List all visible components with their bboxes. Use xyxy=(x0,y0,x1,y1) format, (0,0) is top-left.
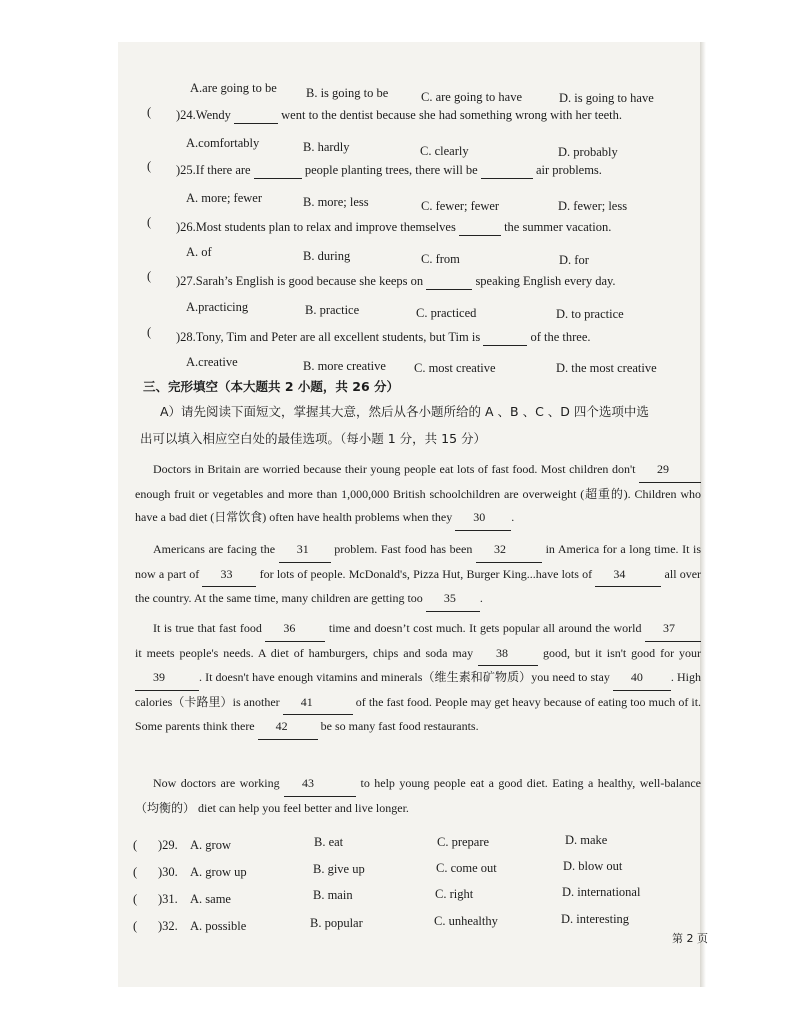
blank-37[interactable]: 37 xyxy=(645,617,701,642)
option-b: B. hardly xyxy=(303,140,350,154)
option-b: B. practice xyxy=(305,303,360,317)
blank-29[interactable]: 29 xyxy=(639,458,701,483)
question-text: )28.Tony, Tim and Peter are all excellent students, but Tim is xyxy=(176,330,481,344)
passage-paragraph-2: Americans are facing the 31 problem. Fast food has been 32 in America for a long time. It is now a part of 33 for lots of people. McDonald's, Pizza Hut, Burger King...have lots of 34 all over the country. At the same time, many children are getting too 35 . xyxy=(135,538,701,612)
question-number: )32. xyxy=(158,919,178,933)
option-d: D. for xyxy=(559,253,589,267)
option-a: A.are going to be xyxy=(190,81,277,95)
question-text-mid: people planting trees, there will be xyxy=(304,163,478,177)
option-d: D. make xyxy=(565,833,608,847)
option-b: B. is going to be xyxy=(306,86,389,100)
answer-blank[interactable] xyxy=(234,107,278,124)
option-b: B. more creative xyxy=(303,359,386,373)
option-c: C. practiced xyxy=(416,306,477,320)
option-a: A.practicing xyxy=(186,300,249,314)
answer-blank-1[interactable] xyxy=(254,162,302,179)
option-d: D. fewer; less xyxy=(558,199,628,213)
blank-31[interactable]: 31 xyxy=(279,538,331,563)
option-d: D. blow out xyxy=(563,859,623,873)
answer-paren: ( xyxy=(133,919,138,933)
option-b: B. eat xyxy=(314,835,344,849)
question-text-end: air problems. xyxy=(535,163,602,177)
answer-paren: ( xyxy=(133,865,138,879)
blank-35[interactable]: 35 xyxy=(426,587,480,612)
page-number: 第 2 页 xyxy=(672,932,708,945)
answer-blank[interactable] xyxy=(483,329,527,346)
passage-paragraph-3: It is true that fast food 36 time and doesn’t cost much. It gets popular all around the world 37 it meets people's needs. A diet of hamburgers, chips and soda may 38 good, but it isn't good for your 39 . It doesn't have enough vitamins and minerals（维生素和矿物质）you need to stay 40 . High calories（卡路里）is another 41 of the fast food. People may get heavy because of eating too much of it. Some parents think there 42 be so many fast food restaurants. xyxy=(135,617,701,740)
question-number: )29. xyxy=(158,838,178,852)
section-instructions-2: 出可以填入相应空白处的最佳选项。（每小题 1 分，共 15 分） xyxy=(140,431,487,446)
section-instructions-1: A）请先阅读下面短文，掌握其大意，然后从各小题所给的 A 、B 、C 、D 四个选项中选 xyxy=(160,404,649,419)
option-a: A. possible xyxy=(190,919,247,933)
option-c: C. right xyxy=(435,887,474,901)
question-number: )31. xyxy=(158,892,178,906)
blank-39[interactable]: 39 xyxy=(135,666,199,691)
blank-34[interactable]: 34 xyxy=(595,563,661,588)
option-d: D. probably xyxy=(558,145,618,159)
question-text-end: went to the dentist because she had something wrong with her teeth. xyxy=(281,108,623,122)
blank-40[interactable]: 40 xyxy=(613,666,671,691)
option-c: C. prepare xyxy=(437,835,490,849)
option-c: C. come out xyxy=(436,861,497,875)
question-text-end: the summer vacation. xyxy=(504,220,612,234)
section-title: 三、完形填空（本大题共 2 小题，共 26 分） xyxy=(143,379,400,394)
blank-41[interactable]: 41 xyxy=(283,691,353,716)
blank-43[interactable]: 43 xyxy=(284,772,356,797)
passage-paragraph-1: Doctors in Britain are worried because their young people eat lots of fast food. Most children don't 29 enough fruit or vegetables and more than 1,000,000 British schoolchildren are overweight (超重的). Children who have a bad diet (日常饮食) often have health problems when they 30 . xyxy=(135,458,701,531)
answer-paren: ( xyxy=(133,892,138,906)
option-d: D. international xyxy=(562,885,641,899)
blank-36[interactable]: 36 xyxy=(265,617,325,642)
answer-blank-2[interactable] xyxy=(481,162,533,179)
option-d: D. the most creative xyxy=(556,361,657,375)
option-b: B. main xyxy=(313,888,353,902)
question-text: )24.Wendy xyxy=(176,108,231,122)
question-text: )25.If there are xyxy=(176,163,251,177)
answer-paren: ( xyxy=(147,215,152,229)
option-c: C. unhealthy xyxy=(434,914,498,928)
option-c: C. clearly xyxy=(420,144,469,158)
answer-paren: ( xyxy=(147,269,152,283)
option-d: D. interesting xyxy=(561,912,630,926)
option-a: A.creative xyxy=(186,355,238,369)
option-b: B. during xyxy=(303,249,351,263)
option-a: A. same xyxy=(190,892,231,906)
question-text: )27.Sarah’s English is good because she keeps on xyxy=(176,274,424,288)
option-d: D. to practice xyxy=(556,307,624,321)
option-a: A. more; fewer xyxy=(186,191,263,205)
question-text-end: of the three. xyxy=(530,330,591,344)
option-c: C. most creative xyxy=(414,361,496,375)
option-a: A.comfortably xyxy=(186,136,260,150)
option-c: C. from xyxy=(421,252,460,266)
passage-paragraph-4: Now doctors are working 43 to help young people eat a good diet. Eating a healthy, well-balance（均衡的） diet can help you feel better and live longer. xyxy=(135,772,701,820)
blank-33[interactable]: 33 xyxy=(202,563,256,588)
option-b: B. more; less xyxy=(303,195,369,209)
option-a: A. grow up xyxy=(190,865,247,879)
option-b: B. give up xyxy=(313,862,365,876)
question-number: )30. xyxy=(158,865,178,879)
answer-paren: ( xyxy=(147,105,152,119)
option-d: D. is going to have xyxy=(559,91,654,105)
blank-42[interactable]: 42 xyxy=(258,715,318,740)
question-text: )26.Most students plan to relax and improve themselves xyxy=(176,220,456,234)
option-a: A. of xyxy=(186,245,212,259)
blank-38[interactable]: 38 xyxy=(478,642,538,667)
option-a: A. grow xyxy=(190,838,231,852)
answer-paren: ( xyxy=(147,159,152,173)
option-b: B. popular xyxy=(310,916,363,930)
answer-paren: ( xyxy=(147,325,152,339)
option-c: C. are going to have xyxy=(421,90,523,104)
question-text-end: speaking English every day. xyxy=(475,274,616,288)
blank-32[interactable]: 32 xyxy=(476,538,542,563)
answer-blank[interactable] xyxy=(459,219,501,236)
answer-paren: ( xyxy=(133,838,138,852)
answer-blank[interactable] xyxy=(426,273,472,290)
option-c: C. fewer; fewer xyxy=(421,199,500,213)
blank-30[interactable]: 30 xyxy=(455,506,511,531)
